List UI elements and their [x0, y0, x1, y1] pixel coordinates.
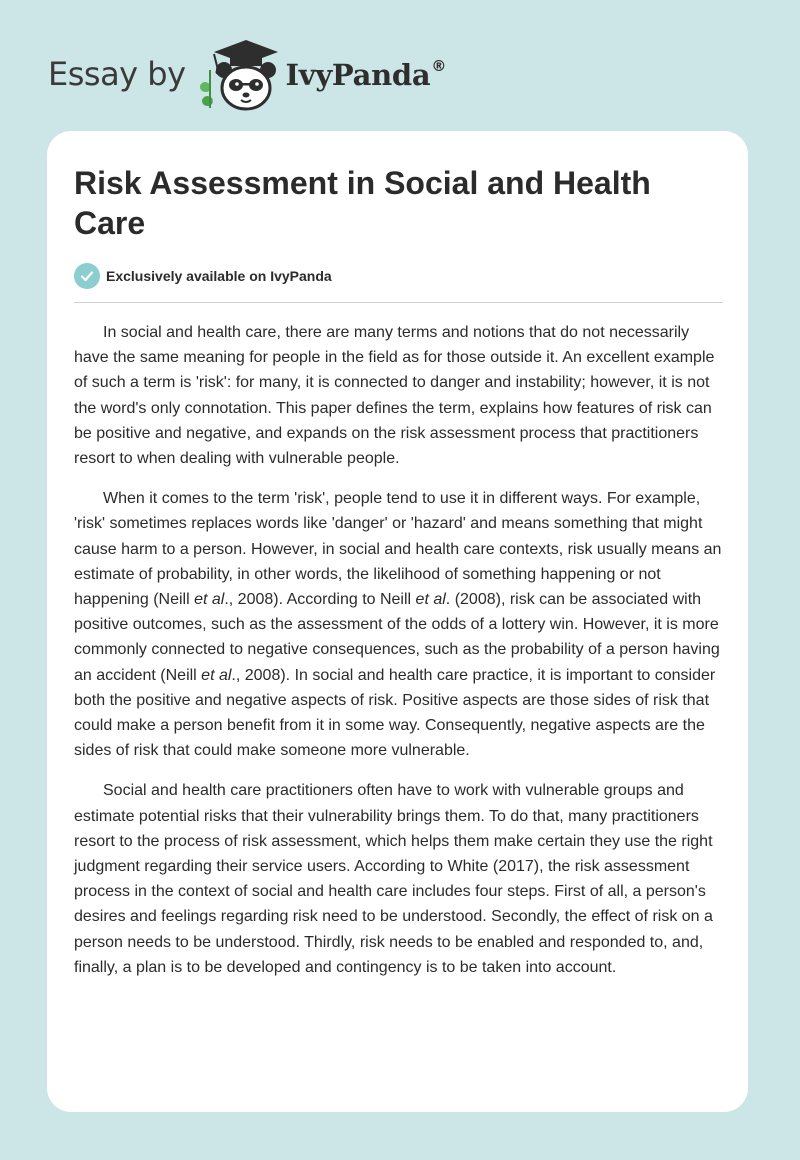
- essay-paragraph: [74, 778, 726, 980]
- essay-card: [47, 131, 748, 1112]
- exclusive-badge: [74, 263, 332, 289]
- essay-title: Risk Assessment in Social and Health Care: [74, 165, 651, 241]
- site-header: [48, 34, 446, 114]
- paragraph-text: In social and health care, there are many terms and notions that do not necessarily have the same meaning for people in the field as for those outside it. An excellent example of such a term is 'risk': for many, it is connected to danger and instability; however, it is not the word's only connotation. This paper defines the term, explains how features of risk can be positive and negative, and expands on the risk assessment process that practitioners resort to when dealing with vulnerable people.: [74, 324, 715, 468]
- essay-by-label: Essay by: [48, 55, 186, 93]
- citation-italic: et al: [415, 591, 446, 609]
- paragraph-text: Social and health care practitioners often have to work with vulnerable groups and estimate potential risks that their vulnerability brings them. To do that, many practitioners resort to the process of risk assessment, which helps them make certain they use the right judgment regarding their service users. According to White (2017), the risk assessment process in the context of social and health care includes four steps. First of all, a person's desires and feelings regarding risk need to be understood. Secondly, the effect of risk on a person needs to be understood. Thirdly, risk needs to be enabled and responded to, and, finally, a plan is to be developed and contingency is to be taken into account.: [74, 782, 713, 976]
- divider: [74, 302, 723, 303]
- paragraph-text: ., 2008). In social and health care practice, it is important to consider both the positive and negative aspects of risk. Positive aspects are those sides of risk that could make a person benefit from it in some way. Consequently, negative aspects are the sides of risk that could make someone more vulnerable.: [74, 666, 716, 760]
- brand-name: IvyPanda: [285, 57, 431, 92]
- brand-logo-text[interactable]: [286, 57, 447, 92]
- essay-paragraph: [74, 320, 726, 471]
- registered-mark: ®: [431, 56, 447, 75]
- check-circle-icon: [74, 263, 100, 289]
- paragraph-text: ., 2008). According to Neill: [224, 591, 416, 609]
- panda-graduate-icon[interactable]: [196, 36, 282, 112]
- citation-italic: et al: [194, 591, 225, 609]
- essay-paragraph: [74, 486, 726, 763]
- exclusive-badge-label: Exclusively available on IvyPanda: [106, 268, 332, 284]
- essay-body: [74, 320, 726, 995]
- paragraph-text: When it comes to the term 'risk', people tend to use it in different ways. For example, 'risk' sometimes replaces words like 'danger' or 'hazard' and means something that might cause harm to a person. However, in social and health care contexts, risk usually means an estimate of probability, in other words, the likelihood of something happening or not happening (Neill: [74, 490, 722, 609]
- citation-italic: et al: [201, 666, 232, 684]
- paragraph-text: . (2008), risk can be associated with positive outcomes, such as the assessment of the odds of a lottery win. However, it is more commonly connected to negative consequences, such as the probability of a person having an accident (Neill: [74, 591, 720, 684]
